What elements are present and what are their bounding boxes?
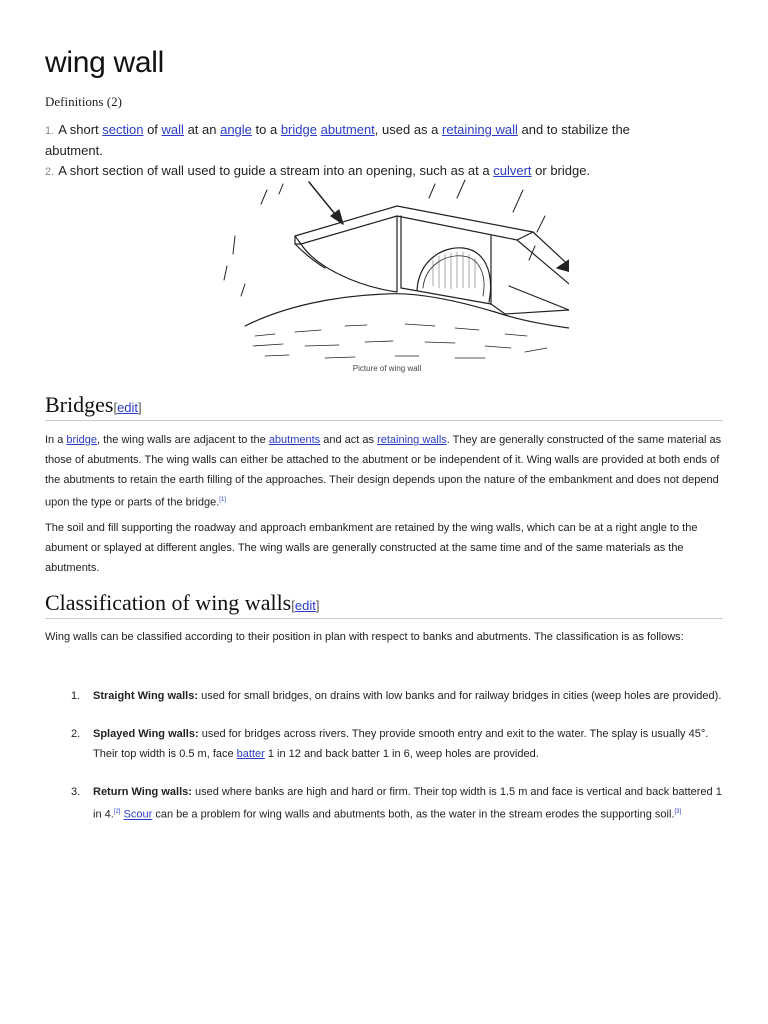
definition-text: at an xyxy=(183,122,221,137)
reference-1[interactable]: [1] xyxy=(219,497,226,503)
section-heading-text: Bridges xyxy=(45,392,114,417)
edit-link[interactable]: edit xyxy=(117,400,139,415)
list-text: 1 in 12 and back batter 1 in 6, weep holes are provided. xyxy=(264,748,539,760)
list-text: used where banks are high and hard or firm. Their top width is 1.5 m and face is vertical and back battered 1 in 4. xyxy=(93,786,722,821)
definition-number: 2. xyxy=(45,166,55,178)
link-angle[interactable]: angle xyxy=(220,122,252,137)
edit-bracket-open: [ xyxy=(113,400,118,415)
paragraph-text: , the wing walls are adjacent to the xyxy=(96,434,269,446)
section-heading-classification xyxy=(45,590,723,619)
list-number: 2. xyxy=(71,728,81,740)
paragraph-text: . They are generally constructed of the same material as those of abutments. The wing walls can either be attached to the abutment or be independent of it. Wing walls are provided at both ends of the abutments to retain the earth filling of the approaches. Their design depends upon the nature of the embankment and does not depend upon the type or parts of the bridge. xyxy=(45,434,722,509)
definitions-list xyxy=(45,120,685,182)
edit-link[interactable]: edit xyxy=(294,598,316,613)
figure-caption: Picture of wing wall xyxy=(352,364,422,373)
list-text: used for small bridges, on drains with low banks and for railway bridges in cities (weep holes are provided). xyxy=(198,690,722,702)
section-heading-text: Classification of wing walls xyxy=(45,590,292,615)
link-wall[interactable]: wall xyxy=(161,122,184,137)
list-item xyxy=(45,724,723,764)
paragraph-text: and act as xyxy=(320,434,378,446)
list-item xyxy=(45,686,723,706)
list-text: can be a problem for wing walls and abutments both, as the water in the stream erodes the supporting soil. xyxy=(152,808,675,821)
list-number: 1. xyxy=(71,690,81,702)
definition-text: , used as a xyxy=(374,122,443,137)
list-number: 3. xyxy=(71,786,81,798)
list-item xyxy=(45,782,723,825)
definition-text: A short section of wall used to guide a stream into an opening, such as at a xyxy=(58,163,494,178)
list-term: Splayed Wing walls: xyxy=(93,728,199,740)
reference-2[interactable]: [2] xyxy=(113,809,121,815)
link-abutments[interactable]: abutments xyxy=(268,434,321,446)
classification-intro: Wing walls can be classified according to their position in plan with respect to banks and abutments. The classification is as follows: xyxy=(45,631,684,643)
link-culvert[interactable]: culvert xyxy=(493,163,532,178)
link-retaining-walls[interactable]: retaining walls xyxy=(377,434,447,446)
bridges-paragraph-1 xyxy=(45,430,723,513)
edit-bracket-close: ] xyxy=(315,598,320,613)
section-heading-bridges xyxy=(45,392,723,421)
edit-section-link xyxy=(113,400,141,415)
edit-bracket-close: ] xyxy=(138,400,142,415)
definition-number: 1. xyxy=(45,125,55,137)
reference-3[interactable]: [3] xyxy=(674,809,682,815)
link-batter[interactable]: batter xyxy=(236,748,265,760)
edit-section-link xyxy=(291,598,319,613)
wing-wall-illustration xyxy=(205,176,569,362)
definition-text: A short xyxy=(58,122,103,137)
definition-item xyxy=(45,120,685,161)
link-section[interactable]: section xyxy=(102,122,144,137)
definition-text: to a xyxy=(251,122,281,137)
list-term: Straight Wing walls: xyxy=(93,690,199,702)
wing-wall-figure xyxy=(205,176,569,376)
link-scour[interactable]: Scour xyxy=(123,808,153,821)
link-bridge[interactable]: bridge xyxy=(280,122,317,137)
list-text: used for bridges across rivers. They provide smooth entry and exit to the water. The splay is usually 45°. Their top width is 0.5 m, face xyxy=(93,728,709,760)
classification-list xyxy=(45,686,723,843)
page-title: wing wall xyxy=(45,46,165,79)
link-abutment[interactable]: abutment xyxy=(320,122,375,137)
link-bridge[interactable]: bridge xyxy=(66,434,97,446)
edit-bracket-open: [ xyxy=(291,598,295,613)
list-term: Return Wing walls: xyxy=(93,786,192,798)
paragraph-text: In a xyxy=(45,434,67,446)
definition-text: and to stabilize the abutment. xyxy=(45,122,630,158)
link-retaining-wall[interactable]: retaining wall xyxy=(442,122,518,137)
definition-text: or bridge. xyxy=(531,163,591,178)
bridges-paragraph-2: The soil and fill supporting the roadway and approach embankment are retained by the wing walls, which can be at a right angle to the abument or splayed at different angles. The wing walls are generally constructed at the same time and of the same materials as the abutments. xyxy=(45,522,698,574)
definition-text: of xyxy=(143,122,162,137)
definitions-heading: Definitions (2) xyxy=(45,94,122,109)
